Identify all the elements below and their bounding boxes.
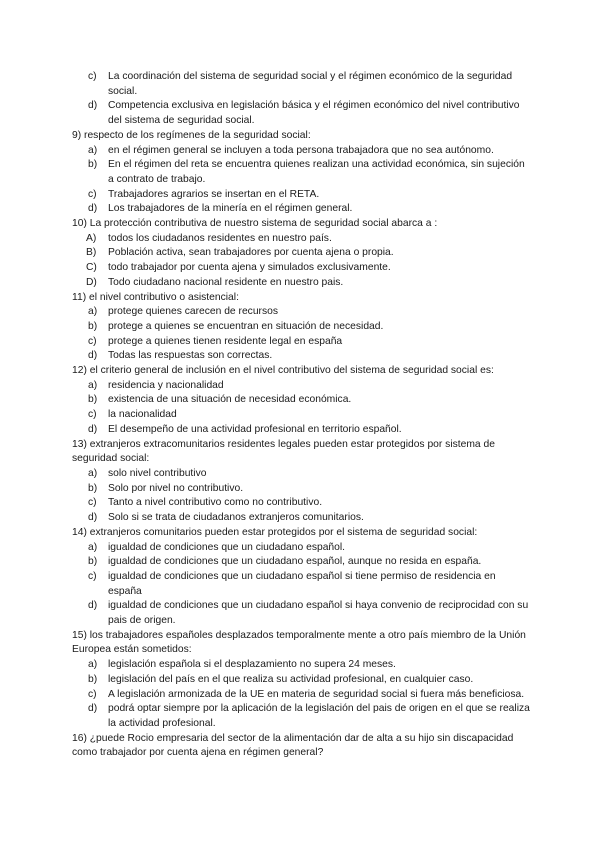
question-11 <box>72 291 532 365</box>
option-letter: c) <box>88 688 97 700</box>
option-letter: D) <box>86 276 97 288</box>
option-text: igualdad de condiciones que un ciudadano español si haya convenio de reciprocidad con su pais de origen. <box>108 600 529 627</box>
option-text: protege quienes carecen de recursos <box>108 306 279 318</box>
option-letter: d) <box>88 203 98 215</box>
question-13 <box>72 438 532 526</box>
option-text: Competencia exclusiva en legislación básica y el régimen económico del nivel contributivo del sistema de seguridad social. <box>108 100 520 127</box>
option-letter: d) <box>88 512 98 524</box>
option-letter: c) <box>88 497 97 509</box>
option-letter: a) <box>88 379 98 391</box>
option-d <box>72 423 532 438</box>
option-text: A legislación armonizada de la UE en materia de seguridad social si fuera más beneficiosa. <box>108 688 525 700</box>
question-prompt: 13) extranjeros extracomunitarios residentes legales pueden estar protegidos por sistema de seguridad social: <box>72 438 495 465</box>
option-text: La coordinación del sistema de seguridad social y el régimen económico de la seguridad social. <box>108 71 513 97</box>
option-letter: b) <box>88 556 98 568</box>
option-text: Trabajadores agrarios se insertan en el RETA. <box>108 188 320 200</box>
option-a <box>72 144 532 159</box>
option-letter: a) <box>88 659 98 671</box>
option-b <box>72 555 532 570</box>
option-text: En el régimen del reta se encuentra quienes realizan una actividad económica, sin sujeción a contrato de trabajo. <box>108 159 525 185</box>
option-text: Todas las respuestas son correctas. <box>108 350 273 362</box>
option-text: igualdad de condiciones que un ciudadano español, aunque no resida en españa. <box>108 556 482 568</box>
option-c <box>72 688 532 703</box>
question-prompt: 14) extranjeros comunitarios pueden estar protegidos por el sistema de seguridad social: <box>72 526 478 538</box>
option-text: residencia y nacionalidad <box>108 379 224 391</box>
option-letter: c) <box>88 570 97 582</box>
question-prompt: 10) La protección contributiva de nuestro sistema de seguridad social abarca a : <box>72 218 438 230</box>
question-14 <box>72 526 532 629</box>
option-letter: b) <box>88 320 98 332</box>
option-c <box>72 496 532 511</box>
option-letter: d) <box>88 703 98 715</box>
option-text: Población activa, sean trabajadores por cuenta ajena o propia. <box>108 247 394 259</box>
option-a <box>72 541 532 556</box>
option-a <box>72 467 532 482</box>
option-b <box>72 482 532 497</box>
option-letter: a) <box>88 306 98 318</box>
option-text: protege a quienes tienen residente legal en españa <box>108 335 343 347</box>
option-c <box>72 335 532 350</box>
question-prompt: 9) respecto de los regímenes de la seguridad social: <box>72 129 311 141</box>
option-letter: a) <box>88 467 98 479</box>
option-a <box>72 305 532 320</box>
option-text: Solo por nivel no contributivo. <box>108 482 244 494</box>
option-d <box>72 702 532 731</box>
option-a <box>72 379 532 394</box>
option-letter: b) <box>88 482 98 494</box>
option-text: igualdad de condiciones que un ciudadano español si tiene permiso de residencia en españa <box>108 570 496 597</box>
option-text: existencia de una situación de necesidad económica. <box>108 394 352 406</box>
option-text: Todo ciudadano nacional residente en nuestro pais. <box>108 276 344 288</box>
option-text: El desempeño de una actividad profesional en territorio español. <box>108 423 402 435</box>
option-text: todos los ciudadanos residentes en nuestro país. <box>108 232 332 244</box>
option-text: legislación del país en el que realiza su actividad profesional, en cualquier caso. <box>108 673 474 685</box>
option-c <box>72 70 532 99</box>
option-a <box>72 658 532 673</box>
question-prompt: 16) ¿puede Rocio empresaria del sector de la alimentación dar de alta a su hijo sin discapacidad como trabajador por cuenta ajena en régimen general? <box>72 732 514 759</box>
question-list <box>72 70 532 761</box>
question-prompt: 15) los trabajadores españoles desplazados temporalmente mente a otro país miembro de la Unión Europea están sometidos: <box>72 629 526 656</box>
option-letter: C) <box>86 262 97 274</box>
option-b <box>72 320 532 335</box>
option-text: en el régimen general se incluyen a toda persona trabajadora que no sea autónomo. <box>108 144 494 156</box>
option-text: Los trabajadores de la minería en el régimen general. <box>108 203 353 215</box>
option-b <box>72 158 532 187</box>
option-d <box>72 349 532 364</box>
option-letter: c) <box>88 188 97 200</box>
question-9 <box>72 129 532 217</box>
option-letter: b) <box>88 394 98 406</box>
option-text: Tanto a nivel contributivo como no contributivo. <box>108 497 323 509</box>
option-letter: d) <box>88 100 98 112</box>
option-b <box>72 246 532 261</box>
option-letter: a) <box>88 541 98 553</box>
option-d <box>72 599 532 628</box>
option-d <box>72 276 532 291</box>
option-letter: A) <box>86 232 97 244</box>
option-c <box>72 261 532 276</box>
option-letter: c) <box>88 409 97 421</box>
question-15 <box>72 629 532 732</box>
question-prompt: 12) el criterio general de inclusión en el nivel contributivo del sistema de seguridad social es: <box>72 365 494 377</box>
option-text: Solo si se trata de ciudadanos extranjeros comunitarios. <box>108 512 364 524</box>
option-text: podrá optar siempre por la aplicación de la legislación del pais de origen en el que se realiza la actividad profesional. <box>108 703 530 729</box>
option-c <box>72 408 532 423</box>
question-16 <box>72 732 532 761</box>
question-prompt: 11) el nivel contributivo o asistencial: <box>72 291 239 303</box>
option-letter: a) <box>88 144 98 156</box>
question-12 <box>72 364 532 438</box>
option-c <box>72 188 532 203</box>
option-text: la nacionalidad <box>108 409 177 421</box>
option-text: protege a quienes se encuentran en situación de necesidad. <box>108 320 384 332</box>
option-letter: c) <box>88 71 97 82</box>
option-letter: d) <box>88 350 98 362</box>
option-c <box>72 570 532 599</box>
option-text: legislación española si el desplazamiento no supera 24 meses. <box>108 659 396 671</box>
question-10 <box>72 217 532 291</box>
option-text: igualdad de condiciones que un ciudadano español. <box>108 541 346 553</box>
option-d <box>72 202 532 217</box>
option-d <box>72 511 532 526</box>
option-b <box>72 393 532 408</box>
continued-question <box>72 70 532 129</box>
option-letter: d) <box>88 600 98 612</box>
option-letter: c) <box>88 335 97 347</box>
option-letter: b) <box>88 159 98 171</box>
option-text: solo nivel contributivo <box>108 467 207 479</box>
option-text: todo trabajador por cuenta ajena y simulados exclusivamente. <box>108 262 391 274</box>
option-b <box>72 673 532 688</box>
option-d <box>72 99 532 128</box>
option-letter: b) <box>88 673 98 685</box>
option-a <box>72 232 532 247</box>
option-letter: d) <box>88 423 98 435</box>
option-letter: B) <box>86 247 97 259</box>
